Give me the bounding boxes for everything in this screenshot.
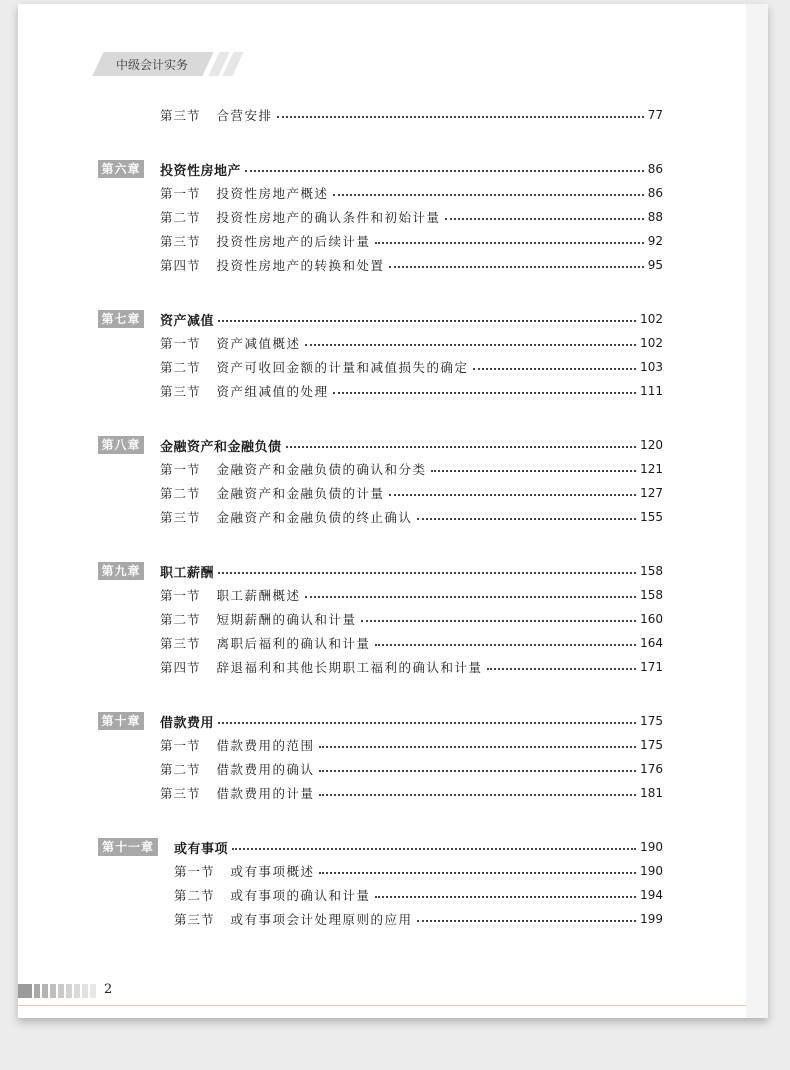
dot-leader bbox=[375, 242, 644, 244]
section-title: 资产组减值的处理 bbox=[216, 384, 329, 399]
toc-page-number: 155 bbox=[640, 510, 663, 524]
toc-page-number: 111 bbox=[640, 384, 663, 398]
chapter-badge: 第八章 bbox=[98, 436, 144, 454]
section-title: 借款费用的确认 bbox=[216, 762, 315, 777]
section-number: 第三节 bbox=[174, 912, 215, 927]
dot-leader bbox=[319, 770, 637, 772]
chapter-title: 借款费用 bbox=[160, 715, 215, 731]
chapter-badge: 第十一章 bbox=[98, 838, 158, 856]
toc-page-number: 160 bbox=[640, 612, 663, 626]
section-title: 合营安排 bbox=[216, 108, 273, 123]
section-title: 资产减值概述 bbox=[216, 336, 301, 351]
section-title: 金融资产和金融负债的计量 bbox=[216, 486, 385, 501]
dot-leader bbox=[319, 746, 637, 748]
toc-page-number: 102 bbox=[640, 312, 663, 326]
toc-page-number: 95 bbox=[647, 258, 663, 272]
toc-chapter-row bbox=[160, 436, 663, 454]
toc-section-row bbox=[160, 106, 663, 124]
dot-leader bbox=[245, 170, 644, 172]
toc-page-number: 181 bbox=[640, 786, 663, 800]
toc-page-number: 86 bbox=[647, 186, 663, 200]
footer-rule bbox=[18, 1005, 746, 1006]
chapter-title: 投资性房地产 bbox=[160, 163, 242, 179]
section-number: 第三节 bbox=[160, 510, 201, 525]
document-page bbox=[18, 4, 768, 1018]
toc-section-row bbox=[160, 334, 663, 352]
toc-section-row bbox=[160, 610, 663, 628]
dot-leader bbox=[286, 446, 637, 448]
dot-leader bbox=[305, 596, 637, 598]
section-number: 第四节 bbox=[160, 660, 201, 675]
toc-page-number: 77 bbox=[647, 108, 663, 122]
dot-leader bbox=[277, 116, 644, 118]
section-number: 第一节 bbox=[160, 738, 201, 753]
section-number: 第二节 bbox=[160, 762, 201, 777]
section-title: 或有事项会计处理原则的应用 bbox=[230, 912, 413, 927]
toc-section-row bbox=[160, 736, 663, 754]
dot-leader bbox=[333, 392, 637, 394]
section-number: 第二节 bbox=[160, 486, 201, 501]
section-title: 金融资产和金融负债的确认和分类 bbox=[216, 462, 427, 477]
section-number: 第一节 bbox=[160, 462, 201, 477]
section-number: 第三节 bbox=[160, 786, 201, 801]
dot-leader bbox=[473, 368, 637, 370]
toc-section-row bbox=[160, 358, 663, 376]
toc-section-row bbox=[160, 460, 663, 478]
dot-leader bbox=[218, 722, 636, 724]
toc-page-number: 190 bbox=[640, 840, 663, 854]
section-number: 第二节 bbox=[160, 210, 201, 225]
toc-chapter-row bbox=[160, 712, 663, 730]
toc-page-number: 86 bbox=[647, 162, 663, 176]
section-number: 第二节 bbox=[174, 888, 215, 903]
dot-leader bbox=[431, 470, 637, 472]
toc-page-number: 121 bbox=[640, 462, 663, 476]
toc-section-row bbox=[160, 634, 663, 652]
dot-leader bbox=[487, 668, 637, 670]
dot-leader bbox=[375, 896, 637, 898]
section-number: 第一节 bbox=[160, 588, 201, 603]
dot-leader bbox=[375, 644, 637, 646]
toc-page-number: 194 bbox=[640, 888, 663, 902]
toc-section-row bbox=[160, 484, 663, 502]
toc-section-row bbox=[174, 862, 663, 880]
toc-page-number: 103 bbox=[640, 360, 663, 374]
section-number: 第三节 bbox=[160, 234, 201, 249]
toc-chapter-row bbox=[160, 562, 663, 580]
chapter-title: 职工薪酬 bbox=[160, 565, 215, 581]
section-title: 辞退福利和其他长期职工福利的确认和计量 bbox=[216, 660, 483, 675]
page-number: 2 bbox=[104, 982, 113, 997]
section-number: 第三节 bbox=[160, 108, 201, 123]
toc-section-row bbox=[160, 382, 663, 400]
toc-chapter-row bbox=[160, 160, 663, 178]
section-title: 投资性房地产的转换和处置 bbox=[216, 258, 385, 273]
toc-page-number: 176 bbox=[640, 762, 663, 776]
dot-leader bbox=[232, 848, 636, 850]
section-number: 第一节 bbox=[160, 336, 201, 351]
section-title: 金融资产和金融负债的终止确认 bbox=[216, 510, 413, 525]
toc-section-row bbox=[160, 208, 663, 226]
toc-page-number: 127 bbox=[640, 486, 663, 500]
toc-page-number: 164 bbox=[640, 636, 663, 650]
dot-leader bbox=[319, 872, 637, 874]
section-title: 投资性房地产概述 bbox=[216, 186, 329, 201]
book-title: 中级会计实务 bbox=[116, 58, 189, 72]
toc-page-number: 158 bbox=[640, 564, 663, 578]
chapter-badge: 第七章 bbox=[98, 310, 144, 328]
section-title: 短期薪酬的确认和计量 bbox=[216, 612, 357, 627]
toc-chapter-row bbox=[160, 310, 663, 328]
section-number: 第三节 bbox=[160, 384, 201, 399]
section-title: 借款费用的范围 bbox=[216, 738, 315, 753]
toc-section-row bbox=[160, 760, 663, 778]
section-title: 离职后福利的确认和计量 bbox=[216, 636, 371, 651]
toc-page-number: 88 bbox=[647, 210, 663, 224]
section-number: 第二节 bbox=[160, 360, 201, 375]
section-title: 或有事项的确认和计量 bbox=[230, 888, 371, 903]
section-title: 借款费用的计量 bbox=[216, 786, 315, 801]
chapter-title: 资产减值 bbox=[160, 313, 215, 329]
chapter-title: 或有事项 bbox=[174, 841, 229, 857]
dot-leader bbox=[218, 572, 636, 574]
section-title: 职工薪酬概述 bbox=[216, 588, 301, 603]
section-number: 第四节 bbox=[160, 258, 201, 273]
toc-section-row bbox=[160, 232, 663, 250]
toc-section-row bbox=[160, 256, 663, 274]
section-number: 第一节 bbox=[160, 186, 201, 201]
dot-leader bbox=[417, 518, 637, 520]
toc-page-number: 175 bbox=[640, 738, 663, 752]
dot-leader bbox=[389, 494, 637, 496]
dot-leader bbox=[218, 320, 636, 322]
dot-leader bbox=[361, 620, 637, 622]
toc-section-row bbox=[174, 886, 663, 904]
chapter-title: 金融资产和金融负债 bbox=[160, 439, 282, 455]
toc-page-number: 92 bbox=[647, 234, 663, 248]
toc-page-number: 190 bbox=[640, 864, 663, 878]
dot-leader bbox=[417, 920, 637, 922]
chapter-badge: 第六章 bbox=[98, 160, 144, 178]
toc-section-row bbox=[160, 658, 663, 676]
toc-page-number: 175 bbox=[640, 714, 663, 728]
chapter-badge: 第九章 bbox=[98, 562, 144, 580]
toc-page-number: 199 bbox=[640, 912, 663, 926]
dot-leader bbox=[305, 344, 637, 346]
toc-section-row bbox=[160, 184, 663, 202]
section-number: 第三节 bbox=[160, 636, 201, 651]
toc-page-number: 171 bbox=[640, 660, 663, 674]
dot-leader bbox=[389, 266, 644, 268]
section-title: 资产可收回金额的计量和减值损失的确定 bbox=[216, 360, 469, 375]
toc-section-row bbox=[160, 586, 663, 604]
section-title: 或有事项概述 bbox=[230, 864, 315, 879]
dot-leader bbox=[445, 218, 644, 220]
toc-chapter-row bbox=[174, 838, 663, 856]
toc-page-number: 120 bbox=[640, 438, 663, 452]
toc-section-row bbox=[160, 784, 663, 802]
toc-page-number: 102 bbox=[640, 336, 663, 350]
toc-section-row bbox=[160, 508, 663, 526]
dot-leader bbox=[319, 794, 637, 796]
section-title: 投资性房地产的确认条件和初始计量 bbox=[216, 210, 441, 225]
table-of-contents bbox=[18, 4, 768, 1018]
section-number: 第一节 bbox=[174, 864, 215, 879]
chapter-badge: 第十章 bbox=[98, 712, 144, 730]
toc-page-number: 158 bbox=[640, 588, 663, 602]
section-title: 投资性房地产的后续计量 bbox=[216, 234, 371, 249]
dot-leader bbox=[333, 194, 644, 196]
toc-section-row bbox=[174, 910, 663, 928]
section-number: 第二节 bbox=[160, 612, 201, 627]
